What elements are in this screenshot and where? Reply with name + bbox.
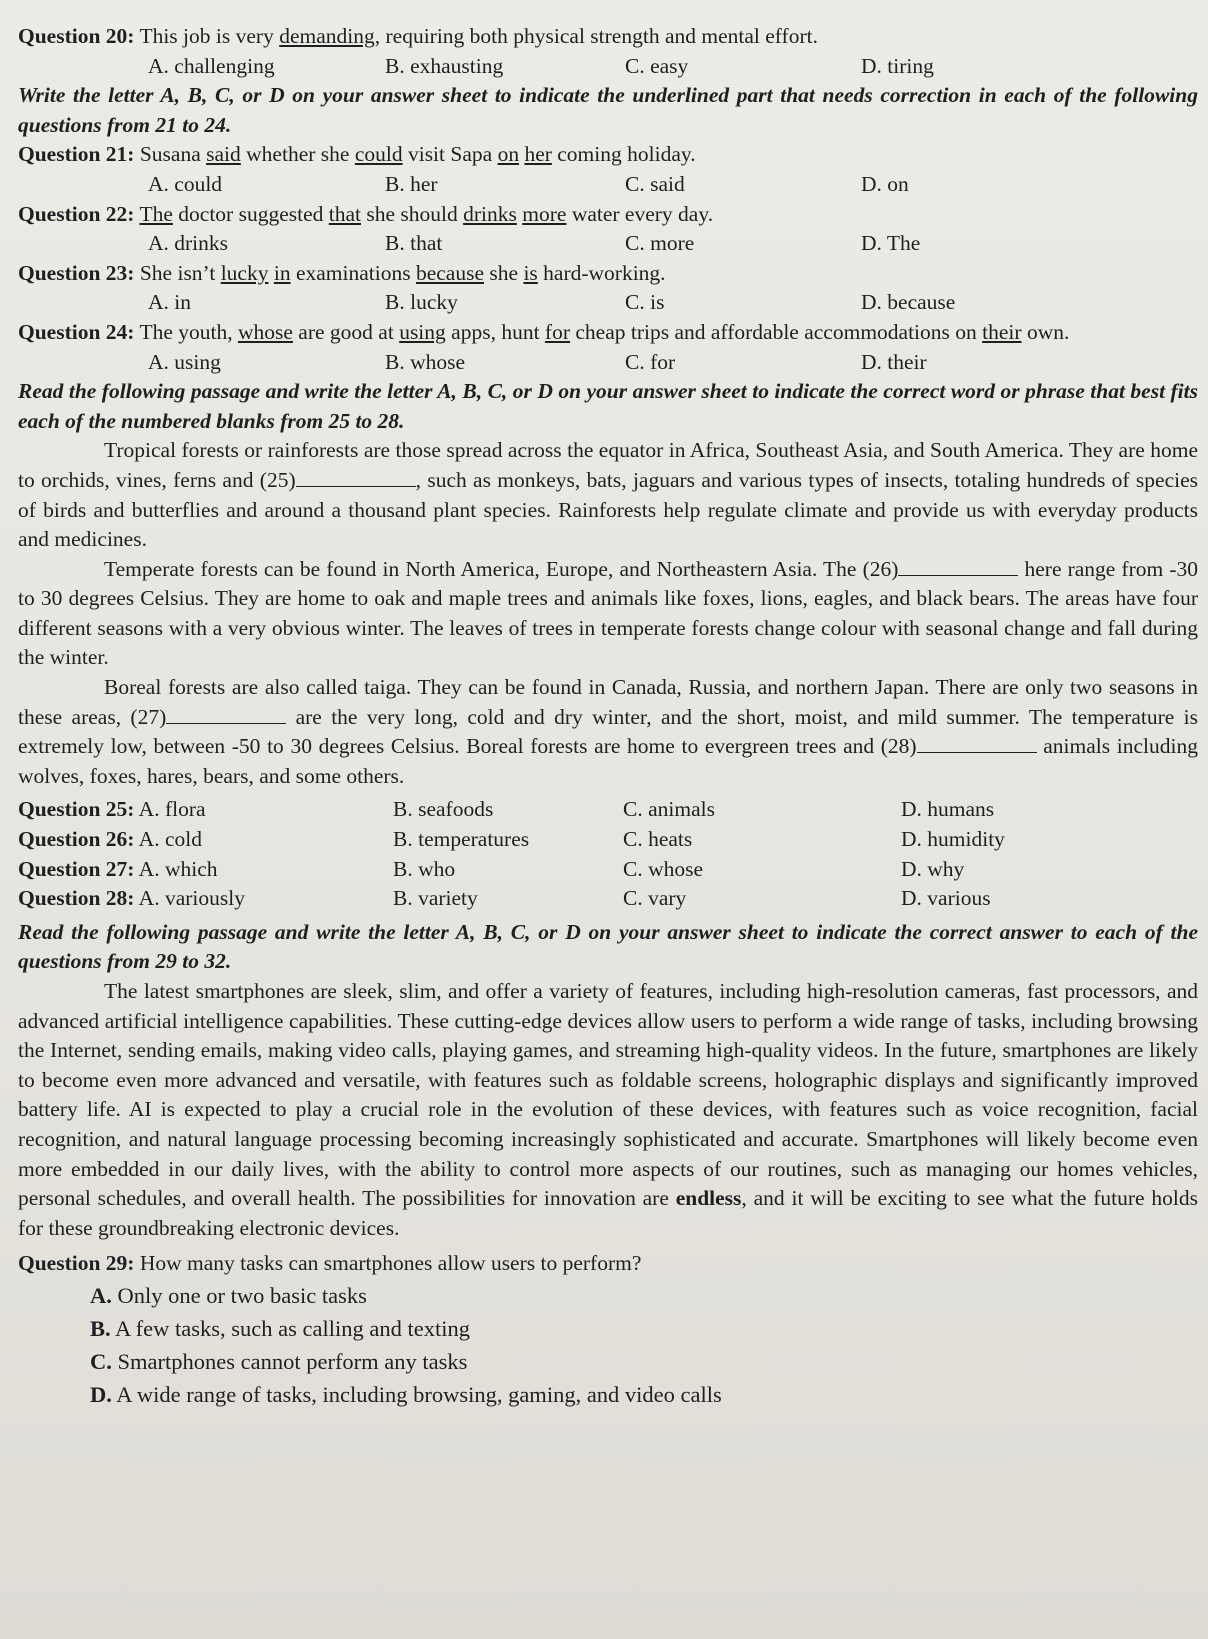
question-23: Question 23: She isn’t lucky in examinations because she is hard-working. bbox=[18, 260, 666, 285]
question-21-options bbox=[18, 170, 1198, 200]
question-24-options bbox=[18, 348, 1198, 378]
option-c: C. whose bbox=[623, 856, 704, 881]
question-22: Question 22: The doctor suggested that she should drinks more water every day. bbox=[18, 201, 714, 226]
option-d: D. their bbox=[861, 349, 927, 374]
option-b: B. seafoods bbox=[393, 797, 494, 822]
blank-28 bbox=[917, 736, 1037, 753]
question-20-options bbox=[18, 52, 1198, 82]
blank-27 bbox=[166, 707, 286, 724]
blank-26 bbox=[898, 559, 1018, 576]
question-25-row: Question 25: A. flora B. seafoods C. animals D. humans bbox=[18, 795, 1198, 825]
question-27-row: Question 27: A. which B. who C. whose D. why bbox=[18, 855, 1198, 885]
option-c: C. vary bbox=[623, 886, 687, 911]
option-a: A. cold bbox=[138, 827, 202, 852]
passage-1-paragraph-3: Boreal forests are also called taiga. They can be found in Canada, Russia, and northern Japan. There are only two seasons in these areas, (27) are the very long, cold and dry winter, and the short, moist, and mild summer. The temperature is extremely low, between -50 to 30 degrees Celsius. Boreal forests are home to evergreen trees and (28) animals including wolves, foxes, hares, bears, and some others. bbox=[18, 675, 1198, 788]
option-d: D. because bbox=[861, 290, 956, 315]
option-a: A. challenging bbox=[148, 53, 275, 78]
blank-25 bbox=[296, 470, 416, 487]
option-d: D. why bbox=[901, 856, 965, 881]
option-a: A. using bbox=[148, 349, 221, 374]
option-d: D. The bbox=[861, 231, 921, 256]
option-b: B. lucky bbox=[385, 290, 458, 315]
option-d: D. on bbox=[861, 171, 909, 196]
option-d: D. humans bbox=[901, 797, 995, 822]
passage-1-paragraph-1: Tropical forests or rainforests are those spread across the equator in Africa, Southeast Asia, and South America. They are home to orchids, vines, ferns and (25) , such as monkeys, bats, jaguars and various types of insects, totaling hundreds of species of birds and butterflies and around a thousand plant species. Rainforests help regulate climate and provide us with everyday products and medicines. bbox=[18, 438, 1198, 552]
question-label: Question 20: bbox=[18, 24, 135, 48]
option-b: B. variety bbox=[393, 886, 478, 911]
option-b: B. who bbox=[393, 856, 456, 881]
question-28-row: Question 28: A. variously B. variety C. vary D. various bbox=[18, 884, 1198, 914]
option-a: A. Only one or two basic tasks bbox=[90, 1282, 367, 1308]
option-b: B. exhausting bbox=[385, 53, 504, 78]
option-b: B. A few tasks, such as calling and texting bbox=[90, 1315, 470, 1341]
option-d: D. A wide range of tasks, including browsing, gaming, and video calls bbox=[90, 1381, 722, 1407]
section-instruction-21-24: Write the letter A, B, C, or D on your answer sheet to indicate the underlined part that needs correction in each of the following questions from 21 to 24. bbox=[18, 83, 1198, 137]
option-c: C. said bbox=[625, 171, 685, 196]
option-a: A. flora bbox=[138, 797, 206, 822]
option-a: A. in bbox=[148, 290, 191, 315]
option-c: C. heats bbox=[623, 827, 693, 852]
option-d: D. various bbox=[901, 886, 991, 911]
option-c: C. for bbox=[625, 349, 676, 374]
option-a: A. variously bbox=[138, 886, 245, 911]
question-29-options bbox=[18, 1279, 1198, 1411]
option-b: B. that bbox=[385, 231, 443, 256]
option-c: C. more bbox=[625, 231, 695, 256]
question-23-options bbox=[18, 288, 1198, 318]
option-b: B. whose bbox=[385, 349, 466, 374]
question-24: Question 24: The youth, whose are good at using apps, hunt for cheap trips and affordable accommodations on their own. bbox=[18, 319, 1070, 344]
section-instruction-25-28: Read the following passage and write the letter A, B, C, or D on your answer sheet to indicate the correct word or phrase that best fits each of the numbered blanks from 25 to 28. bbox=[18, 379, 1198, 433]
option-d: D. humidity bbox=[901, 827, 1005, 852]
passage-1-paragraph-2: Temperate forests can be found in North America, Europe, and Northeastern Asia. The (26) here range from -30 to 30 degrees Celsius. They are home to oak and maple trees and animals like foxes, lions, eagles, and black bears. The areas have four different seasons with a very obvious winter. The leaves of trees in temperate forests change colour with seasonal change and fall during the winter. bbox=[18, 556, 1198, 670]
question-21: Question 21: Susana said whether she could visit Sapa on her coming holiday. bbox=[18, 142, 696, 167]
option-b: B. temperatures bbox=[393, 827, 530, 852]
option-c: C. animals bbox=[623, 797, 715, 822]
question-22-options bbox=[18, 229, 1198, 259]
passage-2: The latest smartphones are sleek, slim, and offer a variety of features, including high-resolution cameras, fast processors, and advanced artificial intelligence capabilities. These cutting-edge devices allow users to perform a wide range of tasks, including browsing the Internet, sending emails, making video calls, playing games, and streaming high-quality videos. In the future, smartphones are likely to become even more advanced and versatile, with features such as foldable screens, holographic displays and significantly improved battery life. AI is expected to play a crucial role in the evolution of these devices, with features such as voice recognition, facial recognition, and natural language processing becoming increasingly sophisticated and accurate. Smartphones will likely become even more embedded in our daily lives, with the ability to control more aspects of our routines, such as managing our homes vehicles, personal schedules, and overall health. The possibilities for innovation are endless, and it will be exciting to see what the future holds for these groundbreaking electronic devices. bbox=[18, 979, 1198, 1240]
option-a: A. could bbox=[148, 171, 223, 196]
option-c: C. is bbox=[625, 290, 665, 315]
option-b: B. her bbox=[385, 171, 438, 196]
question-29: Question 29: How many tasks can smartphones allow users to perform? bbox=[18, 1251, 642, 1276]
option-a: A. which bbox=[138, 856, 218, 881]
section-instruction-29-32: Read the following passage and write the letter A, B, C, or D on your answer sheet to indicate the correct answer to each of the questions from 29 to 32. bbox=[18, 919, 1198, 974]
question-26-row: Question 26: A. cold B. temperatures C. heats D. humidity bbox=[18, 825, 1198, 855]
question-20: Question 20: This job is very demanding, requiring both physical strength and mental effort. bbox=[18, 24, 818, 48]
option-a: A. drinks bbox=[148, 231, 229, 256]
option-c: C. Smartphones cannot perform any tasks bbox=[90, 1348, 468, 1374]
option-c: C. easy bbox=[625, 53, 689, 78]
option-d: D. tiring bbox=[861, 53, 934, 78]
